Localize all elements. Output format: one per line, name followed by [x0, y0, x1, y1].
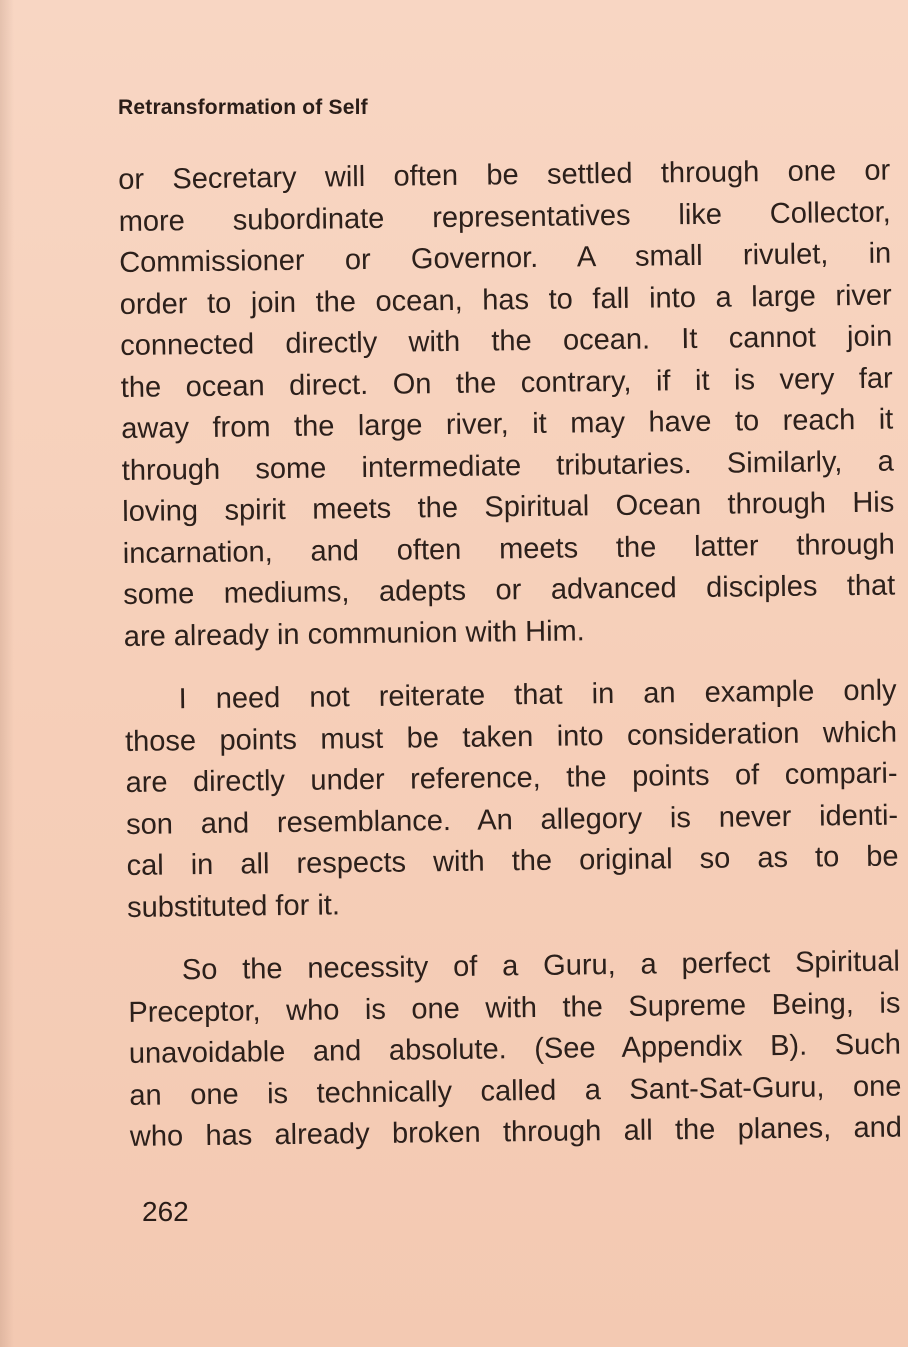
paragraph-3 — [128, 942, 902, 1159]
text-line: are directly under reference, the points of compari- — [125, 757, 898, 799]
text-line: So the necessity of a Guru, a perfect Spiritual — [181, 945, 901, 987]
text-line: incarnation, and often meets the latter through — [122, 528, 895, 570]
text-line: order to join the ocean, has to fall into a large river — [119, 279, 892, 321]
text-line: loving spirit meets the Spiritual Ocean through His — [122, 486, 895, 528]
text-line: those points must be taken into consideration which — [124, 716, 898, 758]
text-line: who has already broken through all the planes, and — [129, 1111, 903, 1153]
text-line: or Secretary will often be settled through one or — [118, 154, 891, 196]
running-head: Retransformation of Self — [118, 96, 368, 119]
text-line: an one is technically called a Sant-Sat-Guru, one — [129, 1069, 902, 1112]
paragraph-2 — [124, 671, 899, 929]
text-line: more subordinate representatives like Collector, — [118, 196, 891, 238]
text-line: cal in all respects with the original so as to be — [126, 840, 899, 882]
text-line: Preceptor, who is one with the Supreme Being, is — [128, 987, 901, 1029]
body-text — [118, 151, 902, 1159]
paragraph-1 — [118, 151, 896, 658]
text-line: unavoidable and absolute. (See Appendix B). Such — [128, 1028, 902, 1070]
text-line: away from the large river, it may have to reach it — [121, 403, 894, 445]
text-line: I need not reiterate that in an example only — [178, 674, 897, 716]
text-line: substituted for it. — [126, 888, 341, 924]
page-number: 262 — [142, 1196, 189, 1227]
text-line: Commissioner or Governor. A small rivulet, in — [119, 237, 892, 279]
text-line: through some intermediate tributaries. Similarly, a — [121, 445, 894, 487]
text-line: son and resemblance. An allegory is never identi- — [125, 799, 899, 841]
text-line: are already in communion with Him. — [123, 614, 585, 653]
text-line: the ocean direct. On the contrary, if it is very far — [120, 362, 893, 404]
text-line: connected directly with the ocean. It cannot join — [120, 320, 893, 362]
text-line: some mediums, adepts or advanced disciples that — [123, 569, 896, 611]
